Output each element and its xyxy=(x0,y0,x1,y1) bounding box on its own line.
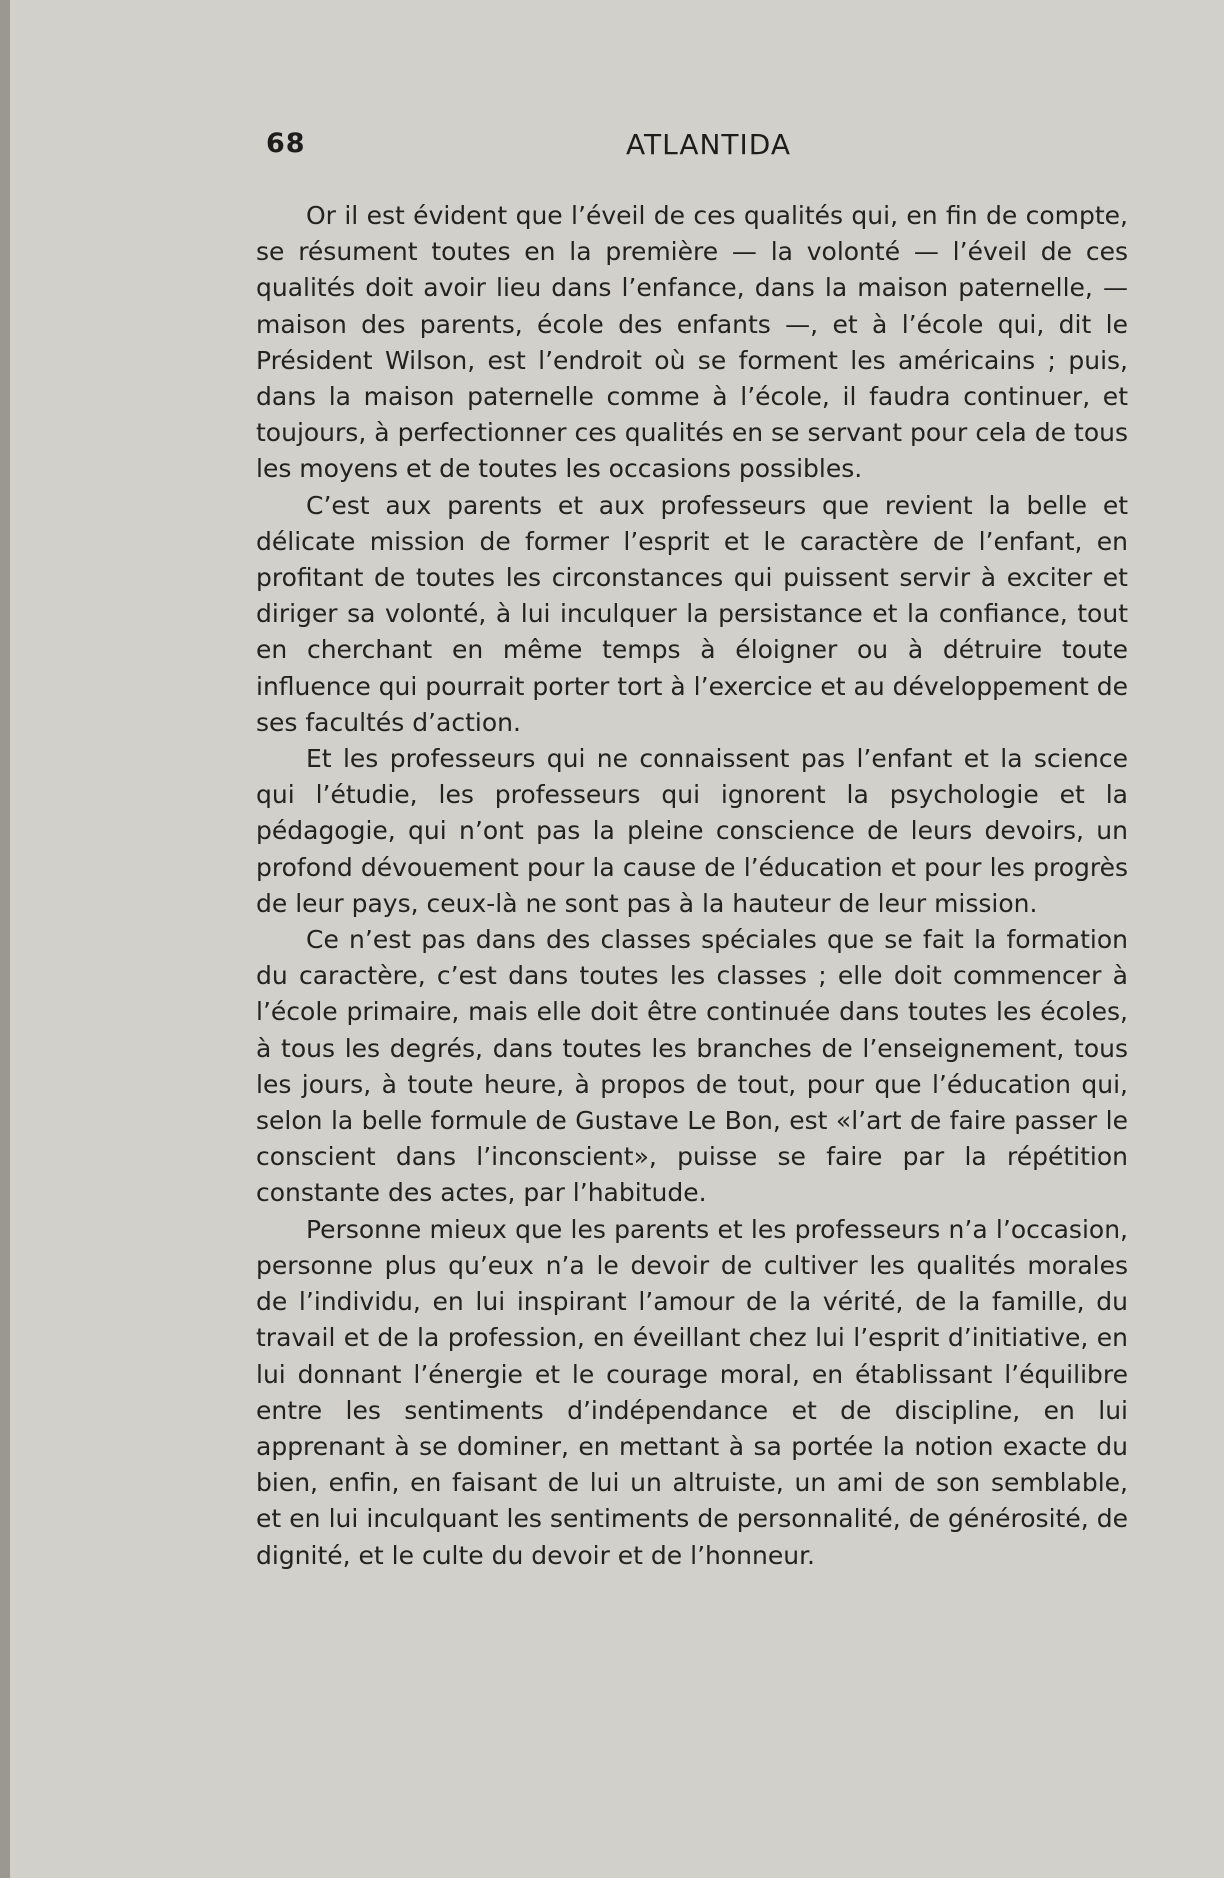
body-text xyxy=(256,198,1128,1574)
page-header xyxy=(266,128,1136,168)
paragraph: Or il est évident que l’éveil de ces qualités qui, en fin de compte, se résument toutes en la première — la volonté — l’éveil de ces qualités doit avoir lieu dans l’enfance, dans la maison paternelle, — maison des parents, école des enfants —, et à l’école qui, dit le Président Wilson, est l’endroit où se forment les américains ; puis, dans la maison paternelle comme à l’école, il faudra continuer, et toujours, à perfectionner ces qualités en se servant pour cela de tous les moyens et de toutes les occasions possibles. xyxy=(256,201,1128,484)
page-binding-edge xyxy=(0,0,10,1878)
running-title: ATLANTIDA xyxy=(626,128,792,161)
paragraph: C’est aux parents et aux professeurs que revient la belle et délicate mission de former l’esprit et le caractère de l’enfant, en profitant de toutes les circonstances qui puissent servir à exciter et diriger sa volonté, à lui inculquer la persistance et la confiance, tout en cherchant en même temps à éloigner ou à détruire toute influence qui pourrait porter tort à l’exercice et au développement de ses facultés d’action. xyxy=(256,490,1129,737)
paragraph: Personne mieux que les parents et les professeurs n’a l’occasion, personne plus qu’eux n’a le devoir de cultiver les qualités morales de l’individu, en lui inspirant l’amour de la vérité, de la famille, du travail et de la profession, en éveillant chez lui l’esprit d’initiative, en lui donnant l’énergie et le courage moral, en établissant l’équilibre entre les sentiments d’indépendance et de discipline, en lui apprenant à se dominer, en mettant à sa portée la notion exacte du bien, enfin, en faisant de lui un altruiste, un ami de son semblable, et en lui inculquant les sentiments de personnalité, de générosité, de dignité, et le culte du devoir et de l’honneur. xyxy=(256,1214,1128,1570)
paragraph: Ce n’est pas dans des classes spéciales que se fait la formation du caractère, c’est dans toutes les classes ; elle doit commencer à l’école primaire, mais elle doit être continuée dans toutes les écoles, à tous les degrés, dans toutes les branches de l’enseignement, tous les jours, à toute heure, à propos de tout, pour que l’éducation qui, selon la belle formule de Gustave Le Bon, est «l’art de faire passer le conscient dans l’inconscient», puisse se faire par la répétition constante des actes, par l’habitude. xyxy=(256,925,1128,1208)
paragraph: Et les professeurs qui ne connaissent pas l’enfant et la science qui l’étudie, les professeurs qui ignorent la psychologie et la pédagogie, qui n’ont pas la pleine conscience de leurs devoirs, un profond dévouement pour la cause de l’éducation et pour les progrès de leur pays, ceux-là ne sont pas à la hauteur de leur mission. xyxy=(256,744,1128,918)
page-number: 68 xyxy=(266,128,306,159)
